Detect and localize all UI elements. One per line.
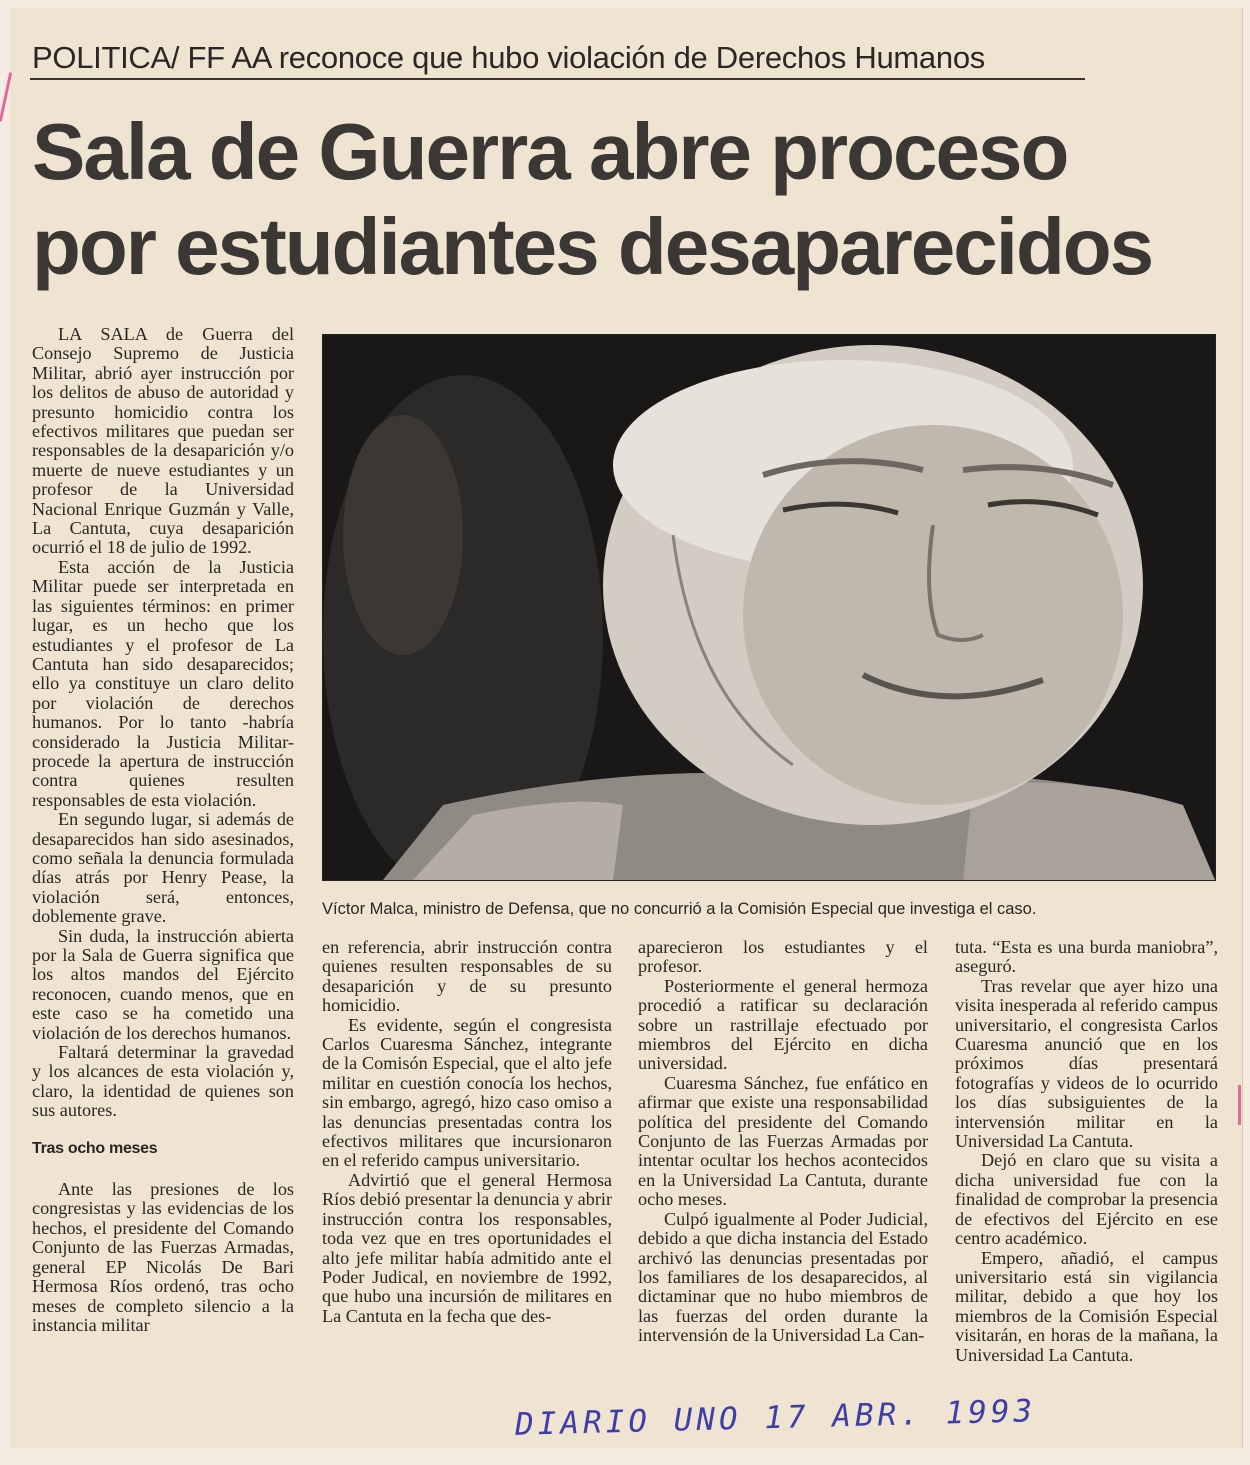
headline-line-2: por estudiantes desaparecidos — [32, 202, 1153, 291]
paragraph: Es evidente, según el congresista Carlos Cuaresma Sánchez, integrante de la Comisón Especial, que el alto jefe militar en cuestión conocía los hechos, sin embargo, agregó, hizo caso omiso a las denuncias presentadas contra los efectivos militares que incursionaron en el referido campus universitario. — [322, 1014, 612, 1171]
kicker-divider — [30, 78, 1085, 80]
paragraph: Dejó en claro que su visita a dicha universidad fue con la finalidad de comprobar la presencia de efectivos del Ejército en ese centro académico. — [955, 1150, 1218, 1249]
paragraph: Ante las presiones de los congresistas y las evidencias de los hechos, el presidente del Comando Conjunto de las Fuerzas Armadas, general EP Nicolás De Bari Hermosa Ríos ordenó, tras ocho meses de completo silencio a la instancia militar — [32, 1179, 294, 1335]
paragraph: en referencia, abrir instrucción contra quienes resulten responsables de su desaparición y de su presunto homicidio. — [322, 937, 612, 1016]
marker-scratch — [1238, 1085, 1241, 1125]
article-column-3 — [638, 938, 928, 1346]
paragraph: Cuaresma Sánchez, fue enfático en afirmar que existe una responsabilidad política del presidente del Comando Conjunto de las Fuerzas Armadas por intentar ocultar los hechos acontecidos en la Universidad La Cantuta, durante ocho meses. — [638, 1072, 928, 1210]
article-column-4 — [955, 938, 1218, 1365]
headline — [32, 104, 1152, 294]
article-column-2 — [322, 938, 612, 1326]
paragraph: Esta acción de la Justicia Militar puede ser interpretada en las siguientes términos: en primer lugar, es un hecho que los estudiantes y el profesor de La Cantuta han sido desaparecidos; ello ya constituye un claro delito por violación de derechos humanos. Por lo tanto -habría considerado la Justicia Militar- procede la apertura de instrucción contra quienes resulten responsables de esta violación. — [32, 556, 294, 810]
paragraph: Culpó igualmente al Poder Judicial, debido a que dicha instancia del Estado archivó las denuncias presentadas por los familiares de los desaparecidos, al dictaminar que no hubo miembros de las fuerzas del orden durante la intervensión de la Universidad La Can- — [638, 1208, 928, 1346]
date-stamp: DIARIO UNO 17 ABR. 1993 — [514, 1393, 1037, 1443]
paragraph: Faltará determinar la gravedad y los alcances de esta violación y, claro, la identidad de quienes son sus autores. — [32, 1042, 294, 1121]
paragraph: LA SALA de Guerra del Consejo Supremo de Justicia Militar, abrió ayer instrucción por los delitos de abuso de autoridad y presunto homicidio contra los efectivos militares que puedan ser responsables de la desaparición y/o muerte de nueve estudiantes y un profesor de la Universidad Nacional Enrique Guzmán y Valle, La Cantuta, cuya desaparición ocurrió el 18 de julio de 1992. — [32, 324, 294, 558]
paragraph: Tras revelar que ayer hizo una visita inesperada al referido campus universitario, el congresista Carlos Cuaresma anunció que en los próximos días presentará fotografías y videos de lo ocurrido los días subsiguientes de la intervensión militar en la Universidad La Cantuta. — [955, 975, 1218, 1152]
portrait-photo — [322, 334, 1216, 881]
paragraph: Empero, añadió, el campus universitario está sin vigilancia militar, debido a que hoy los miembros de la Comisión Especial visitarán, en horas de la mañana, la Universidad La Cantuta. — [955, 1247, 1218, 1365]
paragraph: aparecieron los estudiantes y el profesor. — [638, 937, 928, 977]
paragraph: Advirtió que el general Hermosa Ríos debió presentar la denuncia y abrir instrucción contra los responsables, toda vez que en tres oportunidades el alto jefe militar había admitido ante el Poder Judical, en noviembre de 1992, que hubo una incursión de militares en La Cantuta en la fecha que des- — [322, 1169, 612, 1326]
paragraph: tuta. “Esta es una burda maniobra”, aseguró. — [955, 937, 1218, 977]
headline-line-1: Sala de Guerra abre proceso — [32, 107, 1068, 196]
paragraph: Sin duda, la instrucción abierta por la Sala de Guerra significa que los altos mandos del Ejército reconocen, cuando menos, que en este caso se ha cometido una violación de los derechos humanos. — [32, 925, 294, 1043]
kicker: POLITICA/ FF AA reconoce que hubo violación de Derechos Humanos — [32, 40, 985, 75]
subheading: Tras ocho meses — [32, 1139, 158, 1157]
paragraph: En segundo lugar, si además de desaparecidos han sido asesinados, como señala la denuncia formulada días atrás por Henry Pease, la violación será, entonces, doblemente grave. — [32, 809, 294, 927]
photo-caption: Víctor Malca, ministro de Defensa, que no concurrió a la Comisión Especial que investiga el caso. — [322, 900, 1037, 918]
portrait-illustration — [323, 335, 1215, 880]
paragraph: Posteriormente el general hermoza procedió a ratificar su declaración sobre un rastrillaje efectuado por miembros del Ejército en dicha universidad. — [638, 975, 928, 1074]
article-column-1 — [32, 325, 294, 1335]
